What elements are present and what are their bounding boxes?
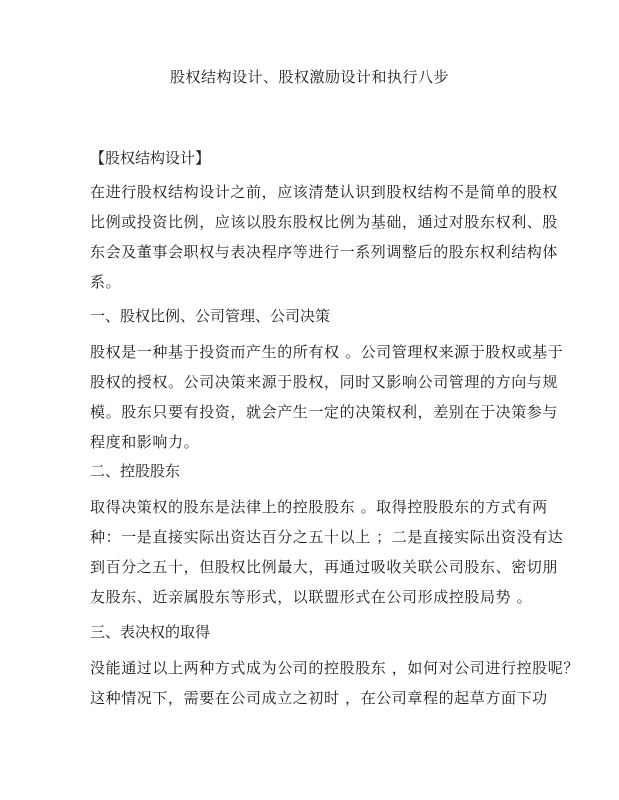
paragraph-line: 比例或投资比例，应该以股东股权比例为基础，通过对股东权利、股 bbox=[90, 213, 559, 231]
paragraph-line: 没能通过以上两种方式成为公司的控股股东 ，如何对公司进行控股呢？ bbox=[90, 659, 579, 677]
paragraph-line: 到百分之五十，但股权比例最大，再通过吸收关联公司股东、密切朋 bbox=[90, 558, 559, 576]
paragraph-line: 股权的授权。公司决策来源于股权，同时又影响公司管理的方向与规 bbox=[90, 373, 559, 391]
subsection-heading-2: 二、控股股东 bbox=[90, 462, 181, 480]
subsection-paragraph-3 bbox=[90, 653, 579, 713]
section-heading: 【股权结构设计】 bbox=[90, 149, 211, 167]
intro-paragraph bbox=[90, 177, 559, 297]
subsection-heading-1: 一、股权比例、公司管理、公司决策 bbox=[90, 307, 331, 325]
paragraph-line: 模。股东只要有投资，就会产生一定的决策权利，差别在于决策参与 bbox=[90, 403, 559, 421]
paragraph-line: 种：一是直接实际出资达百分之五十以上 ；二是直接实际出资没有达 bbox=[90, 528, 564, 546]
paragraph-line: 系。 bbox=[90, 273, 122, 291]
subsection-heading-3: 三、表决权的取得 bbox=[90, 623, 211, 641]
document-title: 股权结构设计、股权激励设计和执行八步 bbox=[169, 68, 449, 86]
paragraph-line: 取得决策权的股东是法律上的控股股东 。取得控股股东的方式有两 bbox=[90, 498, 548, 516]
paragraph-line: 股权是一种基于投资而产生的所有权 。公司管理权来源于股权或基于 bbox=[90, 343, 564, 361]
paragraph-line: 友股东、近亲属股东等形式，以联盟形式在公司形成控股局势 。 bbox=[90, 588, 533, 606]
paragraph-line: 这种情况下，需要在公司成立之初时 ，在公司章程的起草方面下功 bbox=[90, 689, 548, 707]
subsection-paragraph-2 bbox=[90, 492, 564, 612]
paragraph-line: 东会及董事会职权与表决程序等进行一系列调整后的股东权利结构体 bbox=[90, 243, 559, 261]
paragraph-line: 程度和影响力。 bbox=[90, 433, 200, 451]
paragraph-line: 在进行股权结构设计之前，应该清楚认识到股权结构不是简单的股权 bbox=[90, 183, 559, 201]
subsection-paragraph-1 bbox=[90, 337, 564, 457]
